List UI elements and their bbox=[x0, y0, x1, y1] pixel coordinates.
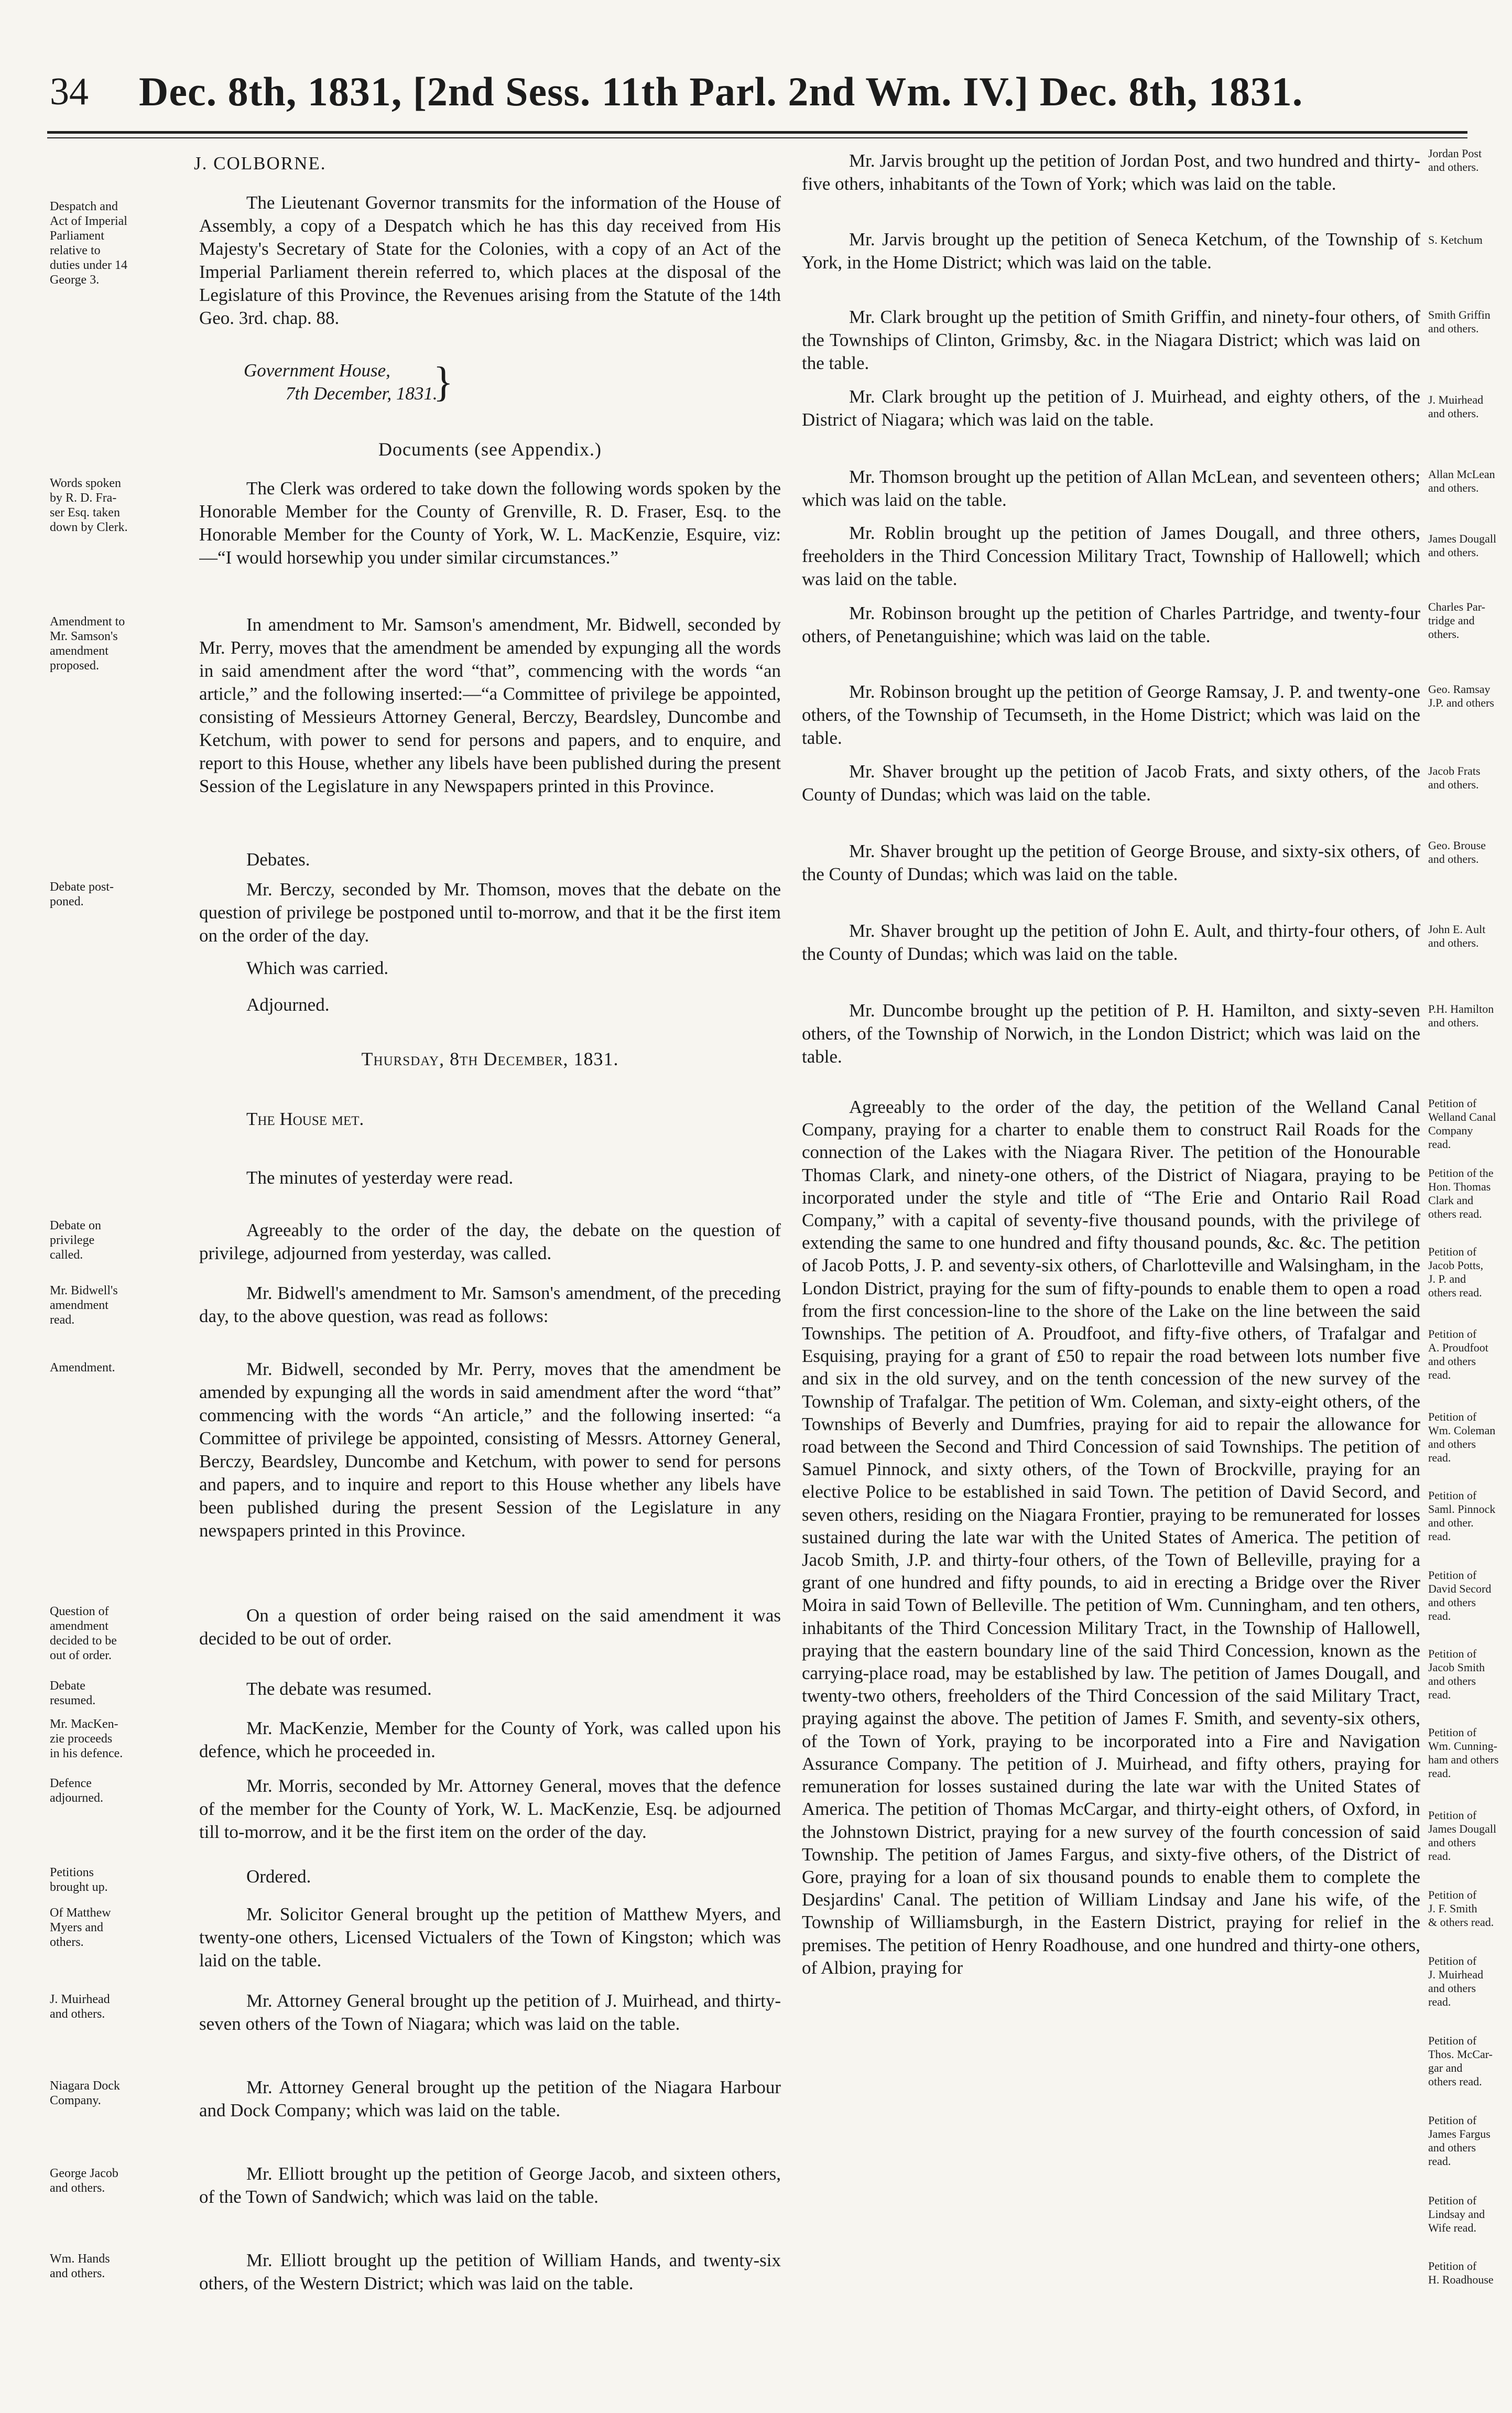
resumed-line: The debate was resumed. bbox=[246, 1679, 432, 1699]
paragraph: Mr. Jarvis brought up the petition of Jordan Post, and two hundred and thirty-five others, inhabitants of the Town of York; which was laid on the table. bbox=[802, 150, 1420, 194]
paragraph: Mr. Thomson brought up the petition of Allan McLean, and seventeen others; which was laid on the table. bbox=[802, 467, 1420, 510]
paragraph: Mr. Solicitor General brought up the petition of Matthew Myers, and twenty-one others, Licensed Victualers of the Town of Kingston; which was laid on the table. bbox=[199, 1904, 781, 1971]
margin-note: Petitions brought up. bbox=[50, 1866, 108, 1894]
signature: J. COLBORNE. bbox=[194, 153, 327, 174]
paragraph: The Clerk was ordered to take down the following words spoken by the Honorable Member for the County of Grenville, R. D. Fraser, Esq. to the Honorable Member for the County of York, W. L. MacKenzie, Esquire, viz:—“I would horsewhip you under similar circumstances.” bbox=[199, 478, 781, 568]
paragraph: Agreeably to the order of the day, the debate on the question of privilege, adjourned from yesterday, was called. bbox=[199, 1220, 781, 1263]
margin-note: Of Matthew Myers and others. bbox=[50, 1906, 111, 1949]
header-rule bbox=[47, 131, 1467, 134]
margin-note: Petition of Thos. McCar- gar and others read. bbox=[1428, 2034, 1493, 2088]
house-met: The House met. bbox=[246, 1109, 364, 1129]
margin-note: J. Muirhead and others. bbox=[1428, 393, 1484, 420]
paragraph: Mr. Roblin brought up the petition of James Dougall, and three others, freeholders in the Third Concession Military Tract, Township of Hallowell; which was laid on the table. bbox=[802, 523, 1420, 589]
margin-note: Petition of H. Roadhouse bbox=[1428, 2259, 1494, 2286]
margin-note: Petition of Wm. Coleman and others read. bbox=[1428, 1410, 1496, 1464]
margin-note: Petition of Saml. Pinnock and other. read. bbox=[1428, 1489, 1496, 1543]
margin-note: Despatch and Act of Imperial Parliament relative to duties under 14 George 3. bbox=[50, 200, 127, 287]
paragraph: In amendment to Mr. Samson's amendment, Mr. Bidwell, seconded by Mr. Perry, moves that the amendment be amended by expunging all the words in said amendment after the word “that”, commencing with the words “an article,” and the following inserted:—“a Committee of privilege be appointed, consisting of Messieurs Attorney General, Berczy, Beardsley, Duncombe and Ketchum, with power to send for persons and papers, and to enquire, and report to this House, whether any libels have been published during the present Session of the Legislature in any Newspapers printed in this Province. bbox=[199, 614, 781, 796]
paragraph: Mr. Elliott brought up the petition of George Jacob, and sixteen others, of the Town of Sandwich; which was laid on the table. bbox=[199, 2163, 781, 2207]
margin-note: Jacob Frats and others. bbox=[1428, 764, 1481, 791]
dateline-place: Government House, bbox=[244, 360, 390, 381]
paragraph: Mr. MacKenzie, Member for the County of York, was called upon his defence, which he proceeded in. bbox=[199, 1718, 781, 1761]
margin-note: Amendment. bbox=[50, 1361, 115, 1375]
paragraph: Mr. Elliott brought up the petition of William Hands, and twenty-six others, of the Western District; which was laid on the table. bbox=[199, 2250, 781, 2293]
margin-note: Mr. MacKen- zie proceeds in his defence. bbox=[50, 1717, 123, 1760]
margin-note: Petition of J. Muirhead and others read. bbox=[1428, 1954, 1484, 2008]
margin-note: Debate post- poned. bbox=[50, 880, 114, 908]
paragraph: Mr. Robinson brought up the petition of George Ramsay, J. P. and twenty-one others, of the Township of Tecumseth, in the Home District; which was laid on the table. bbox=[802, 681, 1420, 748]
paragraph: Mr. Duncombe brought up the petition of P. H. Hamilton, and sixty-seven others, of the Township of Norwich, in the London District; which was laid on the table. bbox=[802, 1000, 1420, 1067]
margin-note: Wm. Hands and others. bbox=[50, 2252, 110, 2280]
margin-note: Petition of David Secord and others read. bbox=[1428, 1568, 1492, 1622]
margin-note: Petition of Lindsay and Wife read. bbox=[1428, 2194, 1485, 2234]
paragraph: Mr. Jarvis brought up the petition of Seneca Ketchum, of the Township of York, in the Home District; which was laid on the table. bbox=[802, 229, 1420, 273]
margin-note: Geo. Ramsay J.P. and others bbox=[1428, 683, 1494, 709]
paragraph: Mr. Clark brought up the petition of Smith Griffin, and ninety-four others, of the Townships of Clinton, Grimsby, &c. in the Niagara District; which was laid on the table. bbox=[802, 307, 1420, 373]
margin-note: S. Ketchum bbox=[1428, 233, 1483, 246]
margin-note: Petition of Jacob Potts, J. P. and others read. bbox=[1428, 1245, 1484, 1299]
date-heading: Thursday, 8th December, 1831. bbox=[361, 1048, 619, 1069]
paragraph: Mr. Shaver brought up the petition of Jacob Frats, and sixty others, of the County of Dundas; which was laid on the table. bbox=[802, 761, 1420, 805]
margin-note: James Dougall and others. bbox=[1428, 532, 1497, 559]
margin-note: Amendment to Mr. Samson's amendment proposed. bbox=[50, 615, 125, 673]
dateline-date: 7th December, 1831. bbox=[286, 383, 438, 404]
paragraph: The Lieutenant Governor transmits for the information of the House of Assembly, a copy of a Despatch which he has this day received from His Majesty's Secretary of State for the Colonies, with a copy of an Act of the Imperial Parliament therein referred to, which places at the disposal of the Legislature of this Province, the Revenues arising from the Statute of the 14th Geo. 3rd. chap. 88. bbox=[199, 192, 781, 328]
margin-note: P.H. Hamilton and others. bbox=[1428, 1002, 1494, 1029]
margin-note: Charles Par- tridge and others. bbox=[1428, 600, 1485, 641]
documents-note: Documents (see Appendix.) bbox=[378, 439, 602, 460]
margin-note: Petition of Wm. Cunning- ham and others read. bbox=[1428, 1726, 1499, 1780]
margin-note: Mr. Bidwell's amendment read. bbox=[50, 1284, 118, 1327]
paragraph: Mr. Bidwell's amendment to Mr. Samson's amendment, of the preceding day, to the above question, was read as follows: bbox=[199, 1283, 781, 1326]
paragraph: Mr. Attorney General brought up the petition of J. Muirhead, and thirty-seven others of the Town of Niagara; which was laid on the table. bbox=[199, 1990, 781, 2034]
margin-note: Smith Griffin and others. bbox=[1428, 308, 1491, 335]
margin-note: Niagara Dock Company. bbox=[50, 2079, 120, 2107]
debates-line: Debates. bbox=[246, 849, 310, 870]
margin-note: George Jacob and others. bbox=[50, 2167, 118, 2195]
ordered-line: Ordered. bbox=[246, 1866, 311, 1887]
minutes-line: The minutes of yesterday were read. bbox=[246, 1167, 514, 1188]
margin-note: Petition of Welland Canal Company read. bbox=[1428, 1097, 1496, 1151]
dateline bbox=[244, 359, 453, 405]
paragraph: Mr. Robinson brought up the petition of Charles Partridge, and twenty-four others, of Penetanguishine; which was laid on the table. bbox=[802, 603, 1420, 646]
margin-note: Debate on privilege called. bbox=[50, 1219, 101, 1262]
paragraph: On a question of order being raised on the said amendment it was decided to be out of order. bbox=[199, 1605, 781, 1649]
margin-note: Petition of the Hon. Thomas Clark and others read. bbox=[1428, 1166, 1494, 1220]
brace: } bbox=[433, 359, 453, 405]
paragraph: Mr. Shaver brought up the petition of John E. Ault, and thirty-four others, of the County of Dundas; which was laid on the table. bbox=[802, 921, 1420, 964]
running-head: Dec. 8th, 1831, [2nd Sess. 11th Parl. 2nd Wm. IV.] Dec. 8th, 1831. bbox=[139, 69, 1303, 114]
margin-note: Petition of James Dougall and others read. bbox=[1428, 1809, 1497, 1863]
margin-note: Defence adjourned. bbox=[50, 1777, 103, 1805]
carried-line: Which was carried. bbox=[246, 958, 389, 978]
page-header bbox=[50, 60, 1355, 123]
margin-note: Words spoken by R. D. Fra- ser Esq. taken down by Clerk. bbox=[50, 477, 128, 534]
margin-note: Petition of J. F. Smith & others read. bbox=[1428, 1888, 1494, 1929]
margin-note: Allan McLean and others. bbox=[1428, 468, 1495, 494]
margin-note: Question of amendment decided to be out of order. bbox=[50, 1605, 117, 1662]
margin-note: John E. Ault and others. bbox=[1428, 923, 1486, 949]
margin-note: Petition of A. Proudfoot and others read. bbox=[1428, 1327, 1488, 1381]
header-rule-thin bbox=[47, 137, 1467, 138]
paragraph: Mr. Morris, seconded by Mr. Attorney General, moves that the defence of the member for the County of York, W. L. MacKenzie, Esq. be adjourned till to-morrow, and it be the first item on the order of the day. bbox=[199, 1776, 781, 1842]
margin-note: J. Muirhead and others. bbox=[50, 1993, 110, 2021]
paragraph: Mr. Shaver brought up the petition of George Brouse, and sixty-six others, of the County of Dundas; which was laid on the table. bbox=[802, 841, 1420, 884]
page-number: 34 bbox=[50, 70, 89, 113]
paragraph: Mr. Clark brought up the petition of J. Muirhead, and eighty others, of the District of Niagara; which was laid on the table. bbox=[802, 386, 1420, 430]
margin-note: Petition of James Fargus and others read. bbox=[1428, 2114, 1491, 2168]
margin-note: Petition of Jacob Smith and others read. bbox=[1428, 1647, 1485, 1701]
paragraph: Mr. Attorney General brought up the petition of the Niagara Harbour and Dock Company; which was laid on the table. bbox=[199, 2077, 781, 2120]
margin-note: Debate resumed. bbox=[50, 1679, 96, 1707]
paragraph: Mr. Bidwell, seconded by Mr. Perry, moves that the amendment be amended by expunging all the words in said amendment after the word “that” commencing with the words “An article,” and the following inserted: “a Committee of privilege be appointed, consisting of Messrs. Attorney General, Berczy, Beardsley, Duncombe and Ketchum, with power to send for persons and papers, and to inquire and report to this House whether any libels have been published during the present Session of the Legislature in any newspapers printed in this Province. bbox=[199, 1359, 781, 1541]
adjourned-line: Adjourned. bbox=[246, 994, 330, 1015]
paragraph: Agreeably to the order of the day, the petition of the Welland Canal Company, praying for a charter to enable them to construct Rail Roads for the connection of the Lakes with the Niagara River. The petition of the Honourable Thomas Clark, and ninety-one others, of the District of Niagara, praying to be incorporated under the style and title of “The Erie and Ontario Rail Road Company,” with a capital of seventy-five thousand pounds, with the privilege of extending the same to one hundred and fifty thousand pounds, &c. &c. The petition of Jacob Potts, J. P. and seventy-six others, of Charlotteville and Walsingham, in the London District, praying for the sum of fifty-pounds to enable them to open a road from the first concession-line to the shore of the Lake on the line between the said Townships. The petition of A. Proudfoot, and fifty-five others, of Trafalgar and Esquising, praying for a grant of £50 to repair the road between lots number five and six in the old survey, and on the tenth concession of the new survey of the Township of Trafalgar. The petition of Wm. Coleman, and sixty-eight others, of the Townships of Beverly and Dumfries, praying for aid to repair the allowance for road between the Second and Third Concession of said Townships. The petition of Samuel Pinnock, and sixty others, of the Town of Brockville, praying for an elective Police to be established in said Town. The petition of David Secord, and seven others, residing on the Niagara Frontier, praying to be remunerated for losses sustained during the late war with the United States of America. The petition of Jacob Smith, J.P. and thirty-four others, of the Town of Belleville, praying for a grant of one hundred and fifty pounds, to aid in erecting a Bridge over the River Moira in said Town of Belleville. The petition of Wm. Cunningham, and ten others, inhabitants of the Third Concession Military Tract, in the Township of Hallowell, praying that the eastern boundary line of the said Third Concession, known as the carrying-place road, may be established by law. The petition of James Dougall, and twenty-two others, freeholders of the Third Concession of the said Military Tract, praying against the above. The petition of James F. Smith, and seventy-six others, of the Town of York, praying to be incorporated into a Fire and Navigation Assurance Company. The petition of J. Muirhead, and fifty others, praying for remuneration for losses sustained during the late war with the United States of America. The petition of Thomas McCargar, and thirty-eight others, of Oxford, in the Johnstown District, praying for a new survey of the fourth concession of said Township. The petition of James Fargus, and sixty-five others, of the District of Gore, praying for a loan of six thousand pounds to enable them to complete the Desjardins' Canal. The petition of William Lindsay and Jane his wife, of the Township of Williamsburgh, in the Eastern District, praying for relief in the premises. The petition of Henry Roadhouse, and one hundred and thirty-one others, of Albion, praying for bbox=[802, 1097, 1420, 1978]
paragraph: Mr. Berczy, seconded by Mr. Thomson, moves that the debate on the question of privilege be postponed until to-morrow, and that it be the first item on the order of the day. bbox=[199, 879, 781, 946]
margin-note: Geo. Brouse and others. bbox=[1428, 839, 1486, 865]
margin-note: Jordan Post and others. bbox=[1428, 147, 1482, 174]
